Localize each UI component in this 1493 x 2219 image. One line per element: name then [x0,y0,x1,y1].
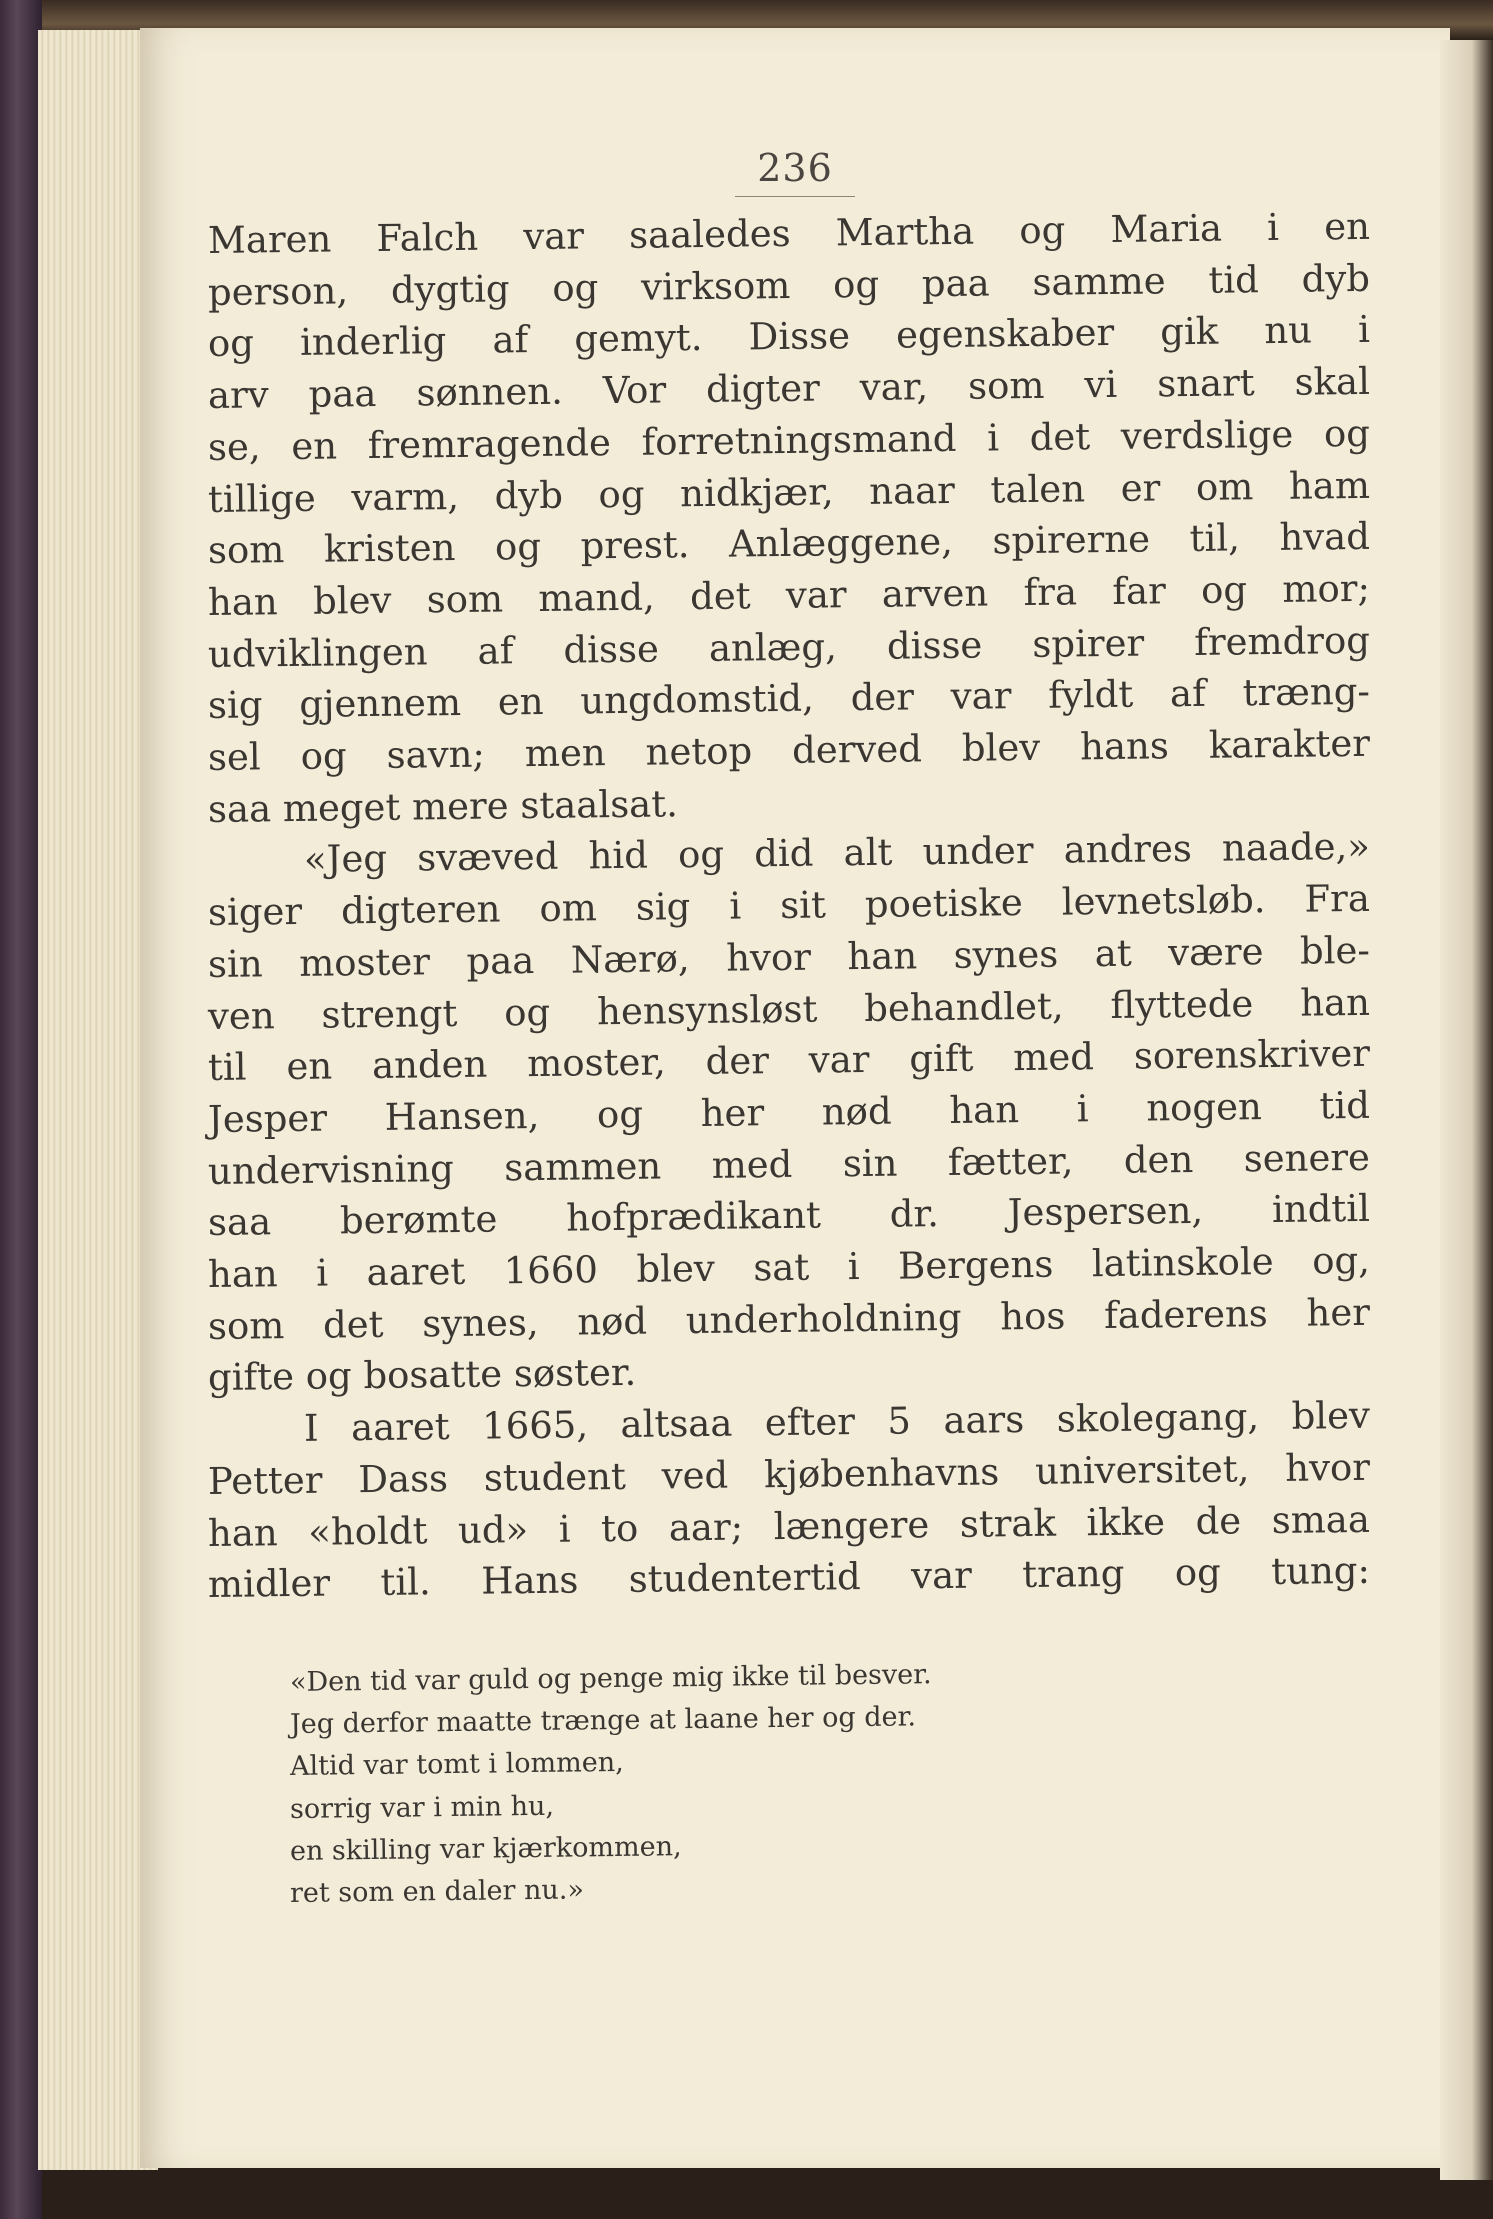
poem-line: sorrig var i min hu, [289,1790,555,1825]
text-line: I aaret 1665, altsaa efter 5 aars skolegang, blev [303,1393,1371,1450]
text-line: sig gjennem en ungdomstid, der var fyldt af træng- [207,670,1371,728]
text-line: han «holdt ud» i to aar; længere strak ikke de smaa [207,1497,1371,1555]
text-line: saa berømte hofprædikant dr. Jespersen, indtil [207,1187,1371,1245]
poem-line: Altid var tomt i lommen, [289,1747,624,1783]
text-line: han blev som mand, det var arven fra far og mor; [207,566,1371,624]
text-line: Maren Falch var saaledes Martha og Maria i en [207,204,1371,262]
text-line: som det synes, nød underholdning hos faderens her [207,1290,1371,1348]
text-line: se, en fremragende forretningsmand i det verdslige og [207,411,1371,469]
text-line: midler til. Hans studentertid var trang og tung: [207,1549,1371,1607]
text-line: til en anden moster, der var gift med sorenskriver [207,1032,1371,1090]
text-line: arv paa sønnen. Vor digter var, som vi snart skal [207,359,1371,418]
text-line: ven strengt og hensynsløst behandlet, flyttede han [207,980,1371,1038]
text-line: sel og savn; men netop derved blev hans karakter [207,721,1371,780]
text-line: udviklingen af disse anlæg, disse spirer fremdrog [207,618,1371,676]
page-number-rule [735,196,855,197]
poem-line: Jeg derfor maatte trænge at laane her og der. [289,1701,917,1741]
text-line: tillige varm, dyb og nidkjær, naar talen er om ham [207,463,1371,521]
text-line: og inderlig af gemyt. Disse egenskaber gik nu i [207,308,1371,366]
text-line: gifte og bosatte søster. [207,1351,637,1400]
text-line: person, dygtig og virksom og paa samme tid dyb [207,256,1371,314]
book-cover-edge [0,0,42,2219]
text-line: siger digteren om sig i sit poetiske levnetsløb. Fra [207,876,1371,935]
text-line: han i aaret 1660 blev sat i Bergens latinskole og, [207,1238,1371,1297]
page-right-edge [1440,40,1493,2180]
text-line: undervisning sammen med sin fætter, den senere [207,1135,1371,1193]
poem-line: ret som en daler nu.» [289,1874,585,1910]
text-line: Jesper Hansen, og her nød han i nogen tid [207,1083,1371,1141]
text-line: som kristen og prest. Anlæggene, spirerne til, hvad [207,515,1371,573]
poem-line: «Den tid var guld og penge mig ikke til besver. [289,1659,932,1698]
text-line: Petter Dass student ved kjøbenhavns universitet, hvor [207,1445,1371,1503]
body-text [207,204,1371,1611]
text-line: saa meget mere staalsat. [207,781,679,831]
text-line: sin moster paa Nærø, hvor han synes at være ble- [207,928,1371,986]
page-number-text: 236 [757,146,833,190]
page-number [140,146,1450,197]
text-line: «Jeg svæved hid og did alt under andres naade,» [303,825,1371,882]
poem-line: en skilling var kjærkommen, [289,1831,682,1867]
poem-quote [289,1659,1250,1915]
